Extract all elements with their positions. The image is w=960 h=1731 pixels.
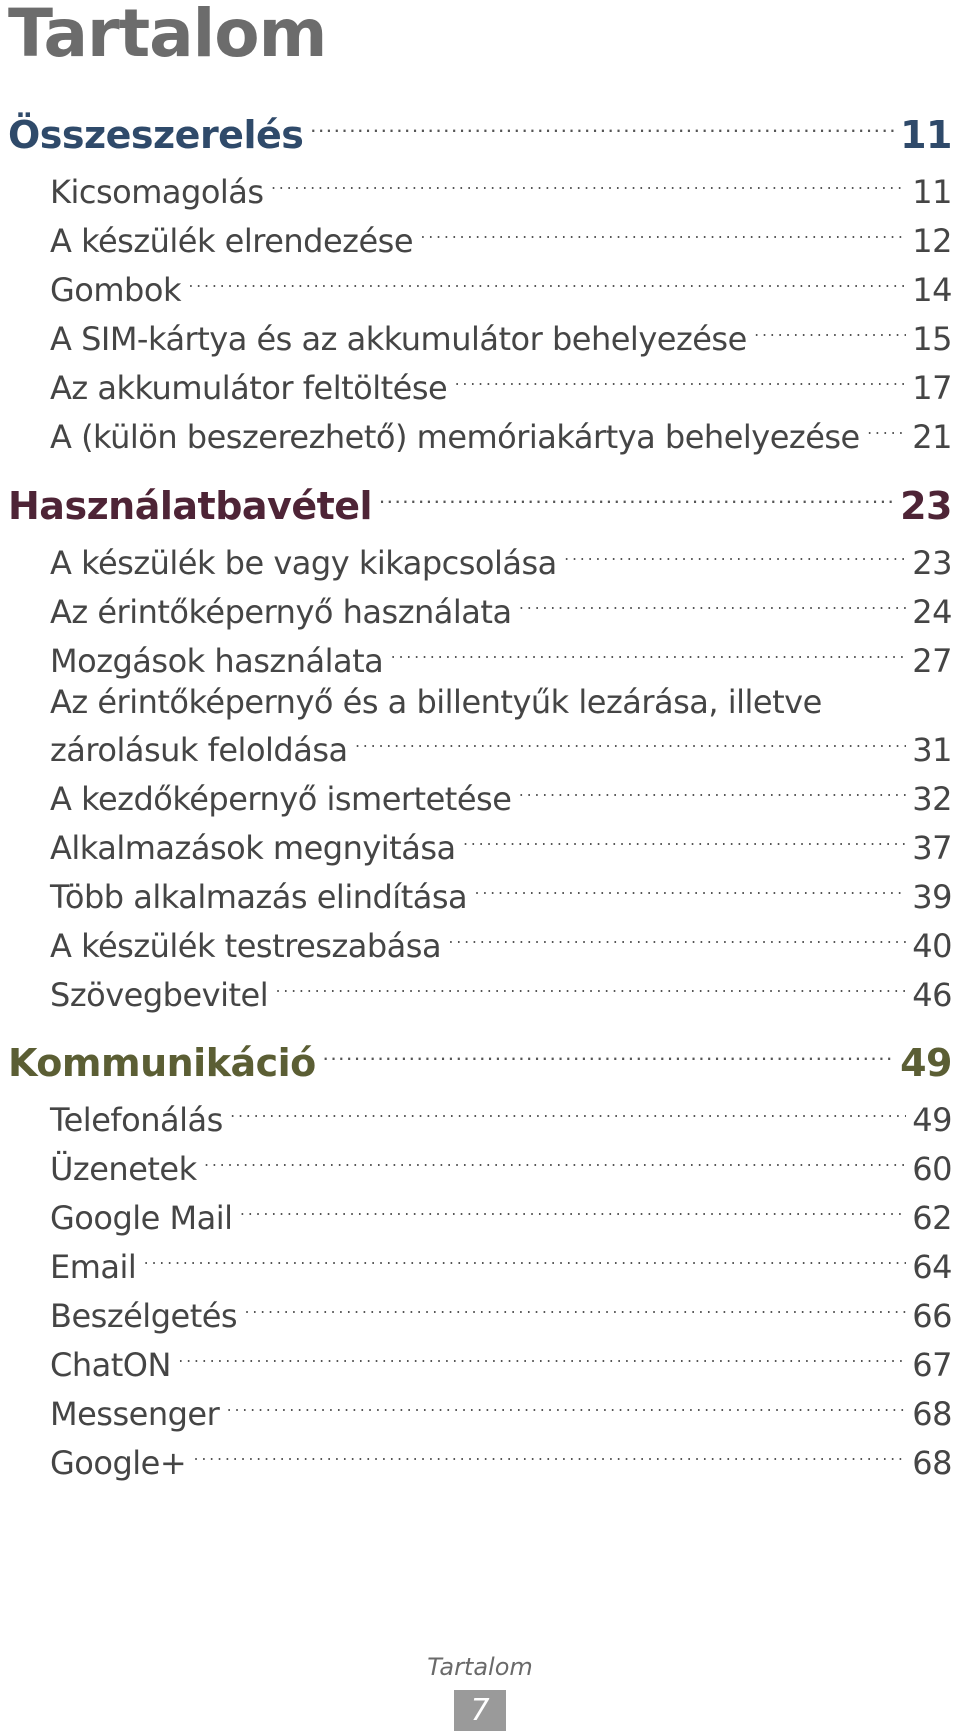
toc-entry-page: 15 [912,320,952,358]
toc-entry-title: Google Mail [50,1199,233,1237]
toc-entry-title: Email [50,1248,137,1286]
dot-leader [447,912,906,960]
toc-entry[interactable] [50,1337,952,1385]
toc-entry-page: 14 [912,271,952,309]
toc-entry[interactable] [50,820,952,868]
toc-entry-title: Üzenetek [50,1150,197,1188]
toc-entry-title: A készülék testreszabása [50,927,442,965]
toc-entry-wrapped[interactable] [50,682,952,770]
toc-entry-title: A kezdőképernyő ismertetése [50,780,512,818]
toc-entry-page: 23 [912,544,952,582]
toc-entry-title: Az akkumulátor feltöltése [50,369,448,407]
toc-entry-title: Beszélgetés [50,1297,238,1335]
toc-entry-title: Az érintőképernyő használata [50,593,512,631]
toc-entry-second-line [50,722,952,770]
toc-entry[interactable] [50,1092,952,1140]
toc-entry-title: A készülék be vagy kikapcsolása [50,544,557,582]
toc-entry-title: Több alkalmazás elindítása [50,878,468,916]
toc-entry[interactable] [50,584,952,632]
toc-entry-page: 31 [912,731,952,769]
toc-entry[interactable] [50,918,952,966]
toc-entry[interactable] [50,213,952,261]
footer-page-number: 7 [454,1690,506,1731]
toc-entry-page: 21 [912,418,952,456]
toc-entry-title: Gombok [50,271,181,309]
dot-leader [203,1135,907,1183]
toc-entry[interactable] [50,409,952,457]
dot-leader [753,305,907,353]
toc-entry-page: 66 [912,1297,952,1335]
dot-leader [354,716,907,764]
toc-entry[interactable] [50,869,952,917]
toc-entry[interactable] [50,262,952,310]
toc-entry-title: Alkalmazások megnyitása [50,829,456,867]
toc-entry[interactable] [50,1239,952,1287]
toc-entry-page: 64 [912,1248,952,1286]
toc-entry-title: Messenger [50,1395,220,1433]
toc-entry-page: 17 [912,369,952,407]
section-heading-hasznalatbavetel[interactable] [8,478,952,528]
dot-leader [378,468,894,522]
section-page-number: 23 [900,484,952,528]
toc-entry[interactable] [50,633,952,681]
toc-entry-page: 46 [912,976,952,1014]
toc-entry-page: 40 [912,927,952,965]
section-page-number: 11 [900,113,952,157]
dot-leader [243,1282,906,1330]
section-page-number: 49 [900,1041,952,1085]
dot-leader [225,1380,906,1428]
section-title: Összeszerelés [8,113,304,157]
toc-entry-title-line2: zárolásuk feloldása [50,731,348,769]
toc-entry-page: 62 [912,1199,952,1237]
toc-entry-page: 27 [912,642,952,680]
dot-leader [229,1086,907,1134]
toc-entry-title: A készülék elrendezése [50,222,414,260]
toc-entry[interactable] [50,360,952,408]
toc-entry-page: 37 [912,829,952,867]
toc-entry-page: 68 [912,1444,952,1482]
footer-label: Tartalom [427,1653,533,1681]
section-title: Kommunikáció [8,1041,316,1085]
dot-leader [453,354,906,402]
toc-entry-page: 60 [912,1150,952,1188]
toc-entry-title: A SIM-kártya és az akkumulátor behelyezése [50,320,747,358]
toc-entry[interactable] [50,1288,952,1336]
toc-entry[interactable] [50,1141,952,1189]
toc-entry-title: Kicsomagolás [50,173,264,211]
toc-entry-title: Szövegbevitel [50,976,269,1014]
dot-leader [462,814,907,862]
toc-entry-page: 68 [912,1395,952,1433]
toc-entry[interactable] [50,1435,952,1483]
toc-entry[interactable] [50,311,952,359]
toc-entry-page: 24 [912,593,952,631]
dot-leader [419,207,906,255]
dot-leader [309,97,894,151]
dot-leader [322,1025,894,1079]
dot-leader [518,578,907,626]
toc-entry-title: Telefonálás [50,1101,223,1139]
section-heading-kommunikacio[interactable] [8,1035,952,1085]
toc-entry[interactable] [50,164,952,212]
dot-leader [563,529,907,577]
dot-leader [177,1331,906,1379]
toc-entry-page: 39 [912,878,952,916]
toc-entry-title: Google+ [50,1444,187,1482]
dot-leader [473,863,906,911]
toc-entry[interactable] [50,1190,952,1238]
section-heading-osszeszereles[interactable] [8,107,952,157]
dot-leader [517,765,906,813]
toc-entry-page: 11 [912,173,952,211]
section-title: Használatbavétel [8,484,373,528]
toc-entry-title: A (külön beszerezhető) memóriakártya behelyezése [50,418,860,456]
dot-leader [274,961,906,1009]
toc-entry-title: ChatON [50,1346,171,1384]
dot-leader [187,256,906,304]
page-title: Tartalom [8,0,327,72]
toc-entry[interactable] [50,967,952,1015]
dot-leader [389,627,906,675]
toc-entry[interactable] [50,771,952,819]
toc-entry-title-line1: Az érintőképernyő és a billentyűk lezárása, illetve [50,683,822,721]
toc-entry[interactable] [50,535,952,583]
dot-leader [142,1233,906,1281]
dot-leader [239,1184,907,1232]
toc-entry-page: 12 [912,222,952,260]
dot-leader [192,1429,906,1477]
toc-entry-page: 67 [912,1346,952,1384]
dot-leader [866,403,907,451]
toc-entry[interactable] [50,1386,952,1434]
toc-entry-page: 32 [912,780,952,818]
toc-entry-page: 49 [912,1101,952,1139]
toc-entry-title: Mozgások használata [50,642,384,680]
dot-leader [270,158,907,206]
